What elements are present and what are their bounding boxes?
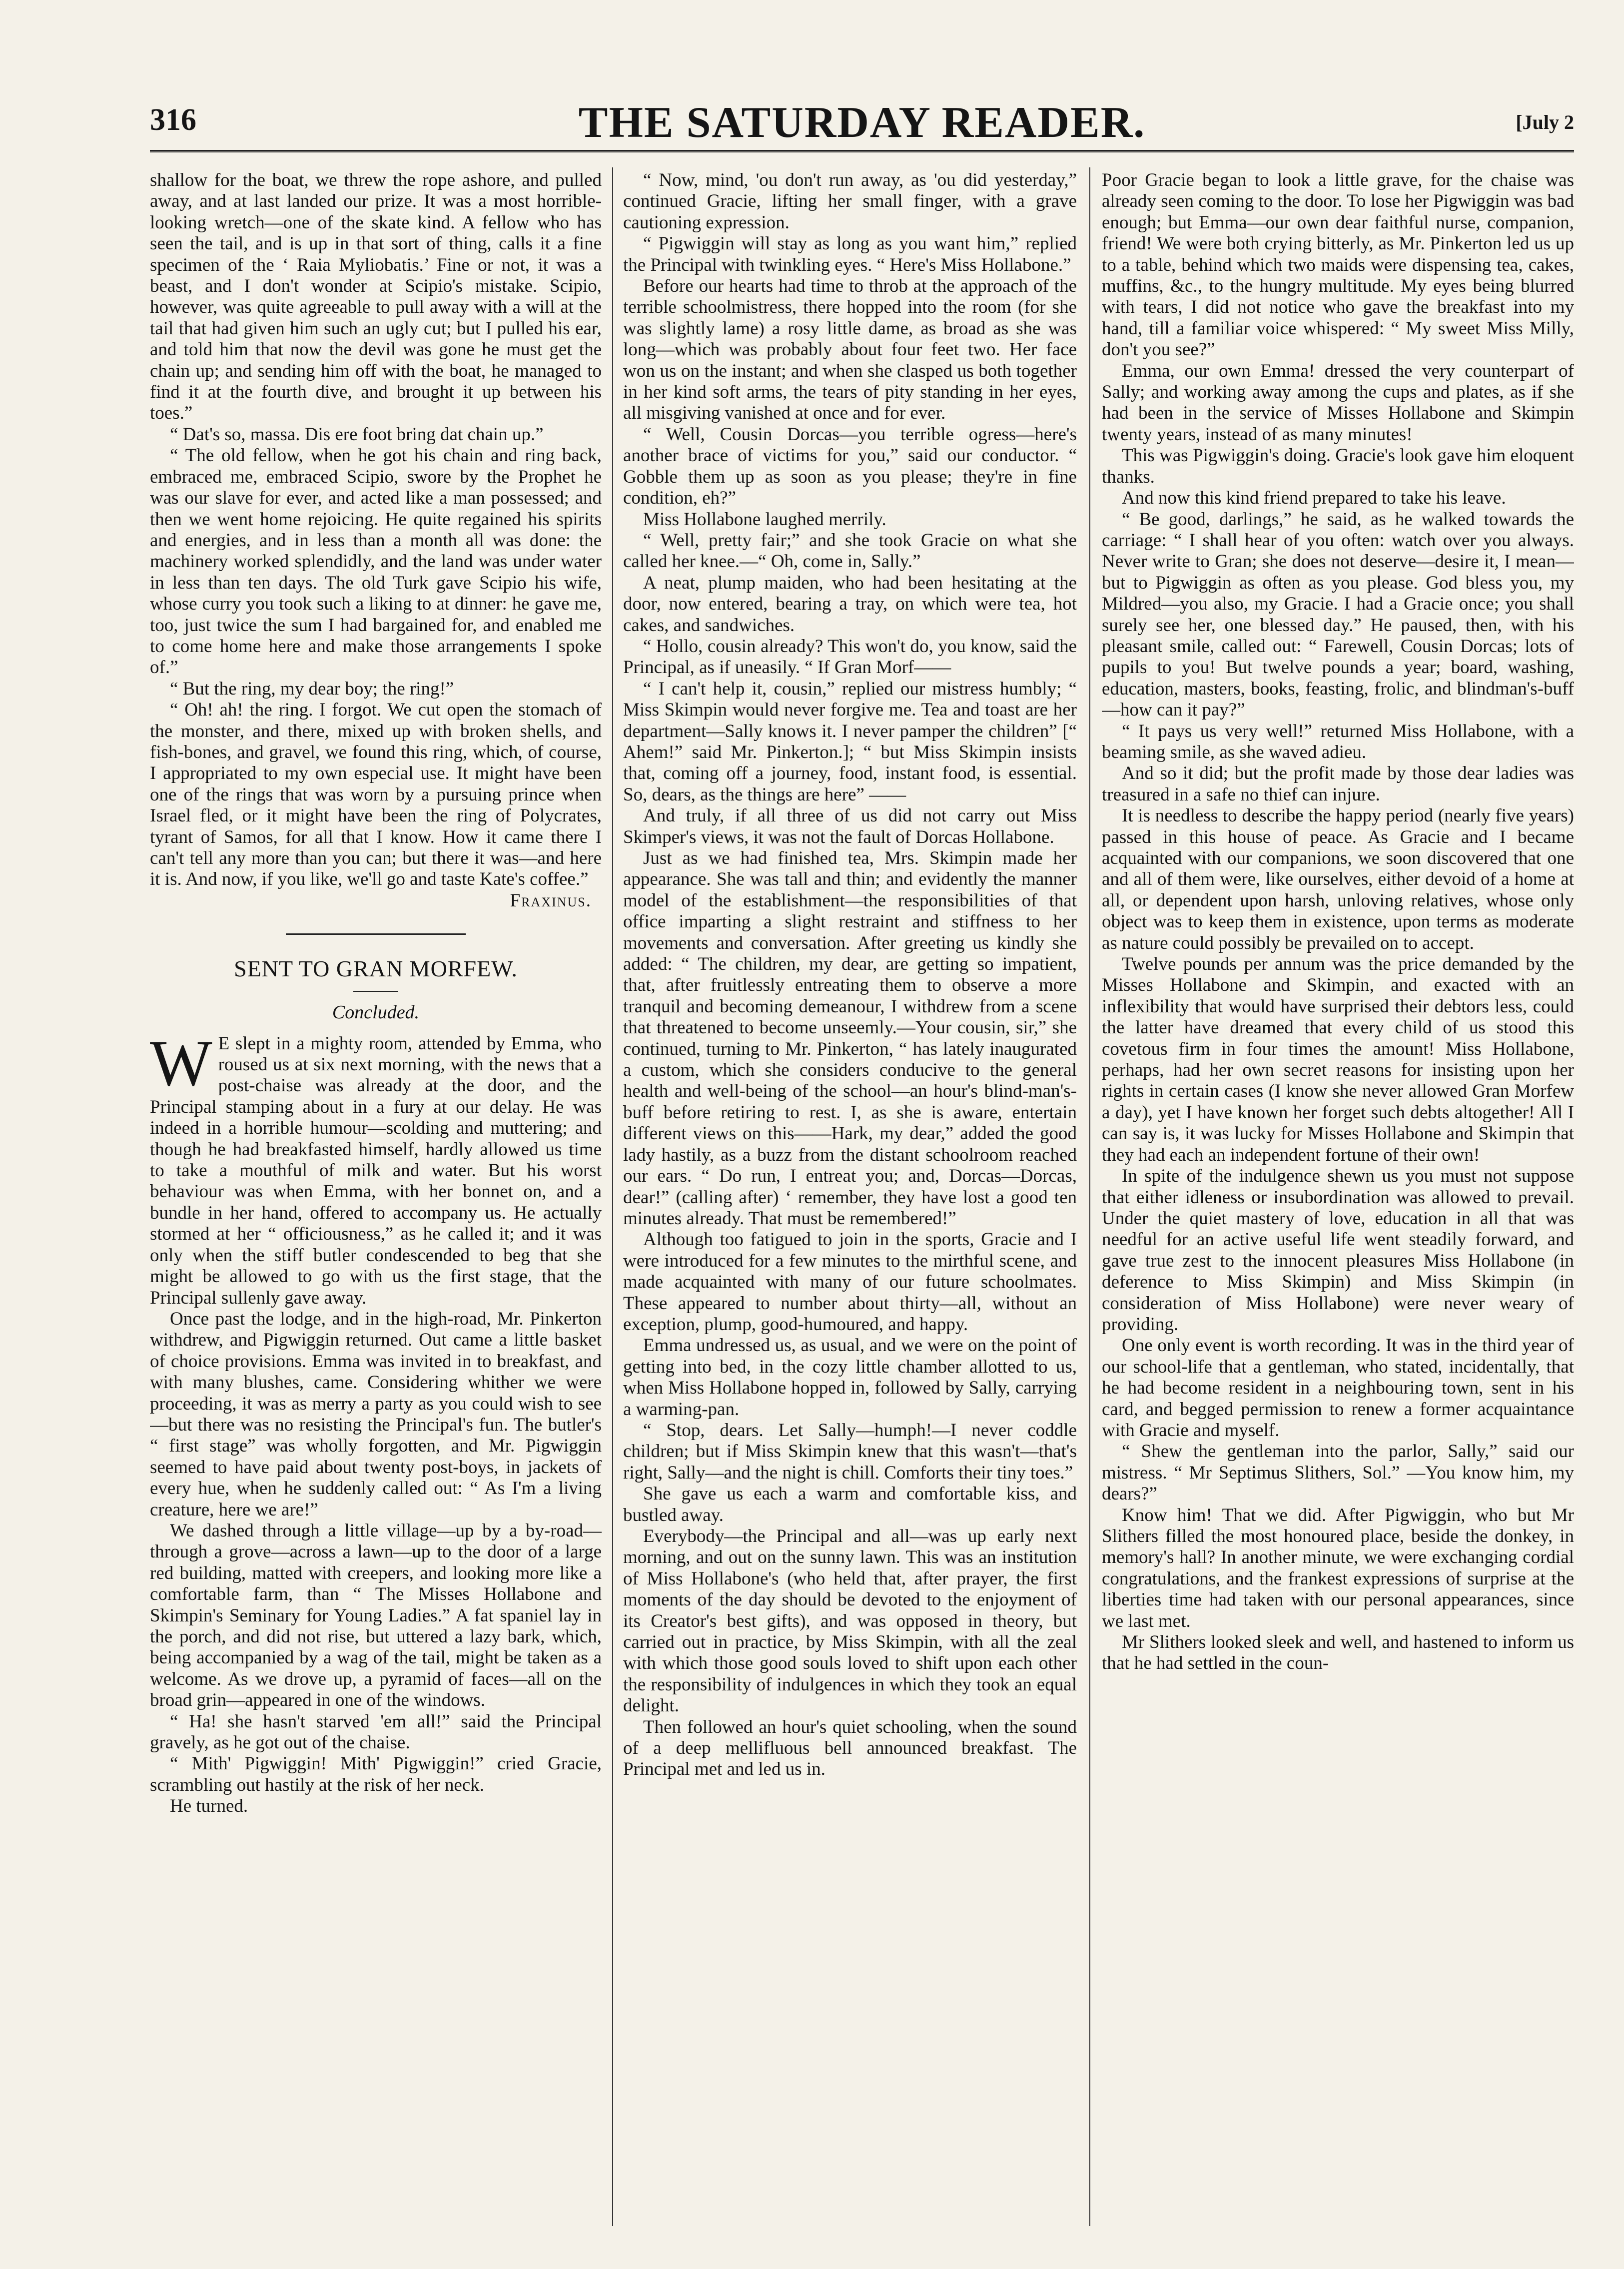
paragraph: It is needless to describe the happy period (nearly five years) passed in this house of peace. As Gracie and I became acquainted with our companions, we soon discovered that one and all of them were, like ourselves, either devoid of a home at all, or dependent upon harsh, unloving relatives, whose only object was to keep them in existence, upon terms as moderate as nature could possibly be prevailed on to accept. <box>1102 805 1574 953</box>
paragraph: And so it did; but the profit made by those dear ladies was treasured in a safe no thief can injure. <box>1102 763 1574 805</box>
paragraph: One only event is worth recording. It was in the third year of our school-life that a gentleman, who stated, incidentally, that he had become resident in a neighbouring town, sent in his card, and begged permission to renew a former acquaintance with Gracie and myself. <box>1102 1335 1574 1441</box>
paragraph: Poor Gracie began to look a little grave, for the chaise was already seen coming to the door. To lose her Pigwiggin was bad enough; but Emma—our own dear faithful nurse, companion, friend! We were both crying bitterly, as Mr. Pinkerton led us up to a table, behind which two maids were dispensing tea, cakes, muffins, &c., to the hungry multitude. My eyes being blurred with tears, I did not notice who gave the breakfast into my hand, till a familiar voice whispered: “ My sweet Miss Milly, don't you see?” <box>1102 170 1574 360</box>
paragraph: And truly, if all three of us did not carry out Miss Skimper's views, it was not the fault of Dorcas Hollabone. <box>623 805 1077 847</box>
paragraph-text: E slept in a mighty room, attended by Emma, who roused us at six next morning, with the news that a post-chaise was already at the door, and the Principal stamping about in a fury at our delay. He was indeed in a horrible humour—scolding and muttering; and though he had breakfasted himself, hardly allowed us time to take a mouthful of milk and water. But his worst behaviour was when Emma, with her bonnet on, and a bundle in her hand, offered to accompany us. He actually stormed at her “ officiousness,” as he called it; and it was only when the stiff butler condescended to beg that she might be allowed to go with us the first stage, that the Principal sullenly gave away. <box>150 1033 602 1308</box>
paragraph: Everybody—the Principal and all—was up early next morning, and out on the sunny lawn. This was an institution of Miss Hollabone's (who held that, after prayer, the first moments of the day should be devoted to the enjoyment of its Creator's best gifts), and was opposed in theory, but carried out in practice, by Miss Skimpin, with all the zeal with which those good souls loved to shift upon each other the responsibility of indulgences in which they took an equal delight. <box>623 1526 1077 1716</box>
drop-cap: W <box>150 1026 212 1100</box>
paragraph: “ Well, pretty fair;” and she took Gracie on what she called her knee.—“ Oh, come in, Sally.” <box>623 530 1077 572</box>
masthead-title: THE SATURDAY READER. <box>578 98 1146 147</box>
column-rule <box>1089 167 1090 2226</box>
paragraph: “ Oh! ah! the ring. I forgot. We cut open the stomach of the monster, and there, mixed up with broken shells, and fish-bones, and gravel, we found this ring, which, of course, I appropriated to my own especial use. It might have been one of the rings that was worn by a pursuing prince when Israel fled, or it might have been the ring of Polycrates, tyrant of Samos, for all that I know. How it came there I can't tell any more than you can; but there it was—and here it is. And now, if you like, we'll go and taste Kate's coffee.” <box>150 700 602 890</box>
paragraph: “ Hollo, cousin already? This won't do, you know, said the Principal, as if uneasily. “ If Gran Morf—— <box>623 636 1077 678</box>
opening-paragraph <box>150 1026 602 1309</box>
paragraph: Then followed an hour's quiet schooling, when the sound of a deep mellifluous bell announced breakfast. The Principal met and led us in. <box>623 1716 1077 1780</box>
paragraph: Before our hearts had time to throb at the approach of the terrible schoolmistress, there hopped into the room (for she was slightly lame) a rosy little dame, as broad as she was long—which was probably about four feet two. Her face won us on the instant; and when she clasped us both together in her kind soft arms, the tears of pity standing in her eyes, all misgiving vanished at once and for ever. <box>623 276 1077 424</box>
paragraph: Just as we had finished tea, Mrs. Skimpin made her appearance. She was tall and thin; and evidently the manner model of the establishment—the responsibilities of that office imparting a slight restraint and stiffness to her movements and conversation. After greeting us kindly she added: “ The children, my dear, are getting so impatient, that, after fruitlessly entreating them to observe a more tranquil and becoming demeanour, I withdrew from a scene that threatened to become unseemly.—Your cousin, sir,” she continued, turning to Mr. Pinkerton, “ has lately inaugurated a custom, which she considers conducive to the general health and well-being of the school—an hour's blind-man's-buff before retiring to rest. I, as she is aware, entertain different views on this——Hark, my dear,” added the good lady hastily, as a buzz from the distant schoolroom reached our ears. “ Do run, I entreat you; and, Dorcas—Dorcas, dear!” (calling after) ‘ remember, they have lost a good ten minutes already. That must be remembered!” <box>623 848 1077 1229</box>
column-1 <box>150 170 602 2244</box>
paragraph: “ Ha! she hasn't starved 'em all!” said the Principal gravely, as he got out of the chaise. <box>150 1711 602 1753</box>
paragraph: In spite of the indulgence shewn us you must not suppose that either idleness or insubordination was allowed to prevail. Under the quiet mastery of love, education in all that was needful for an active useful life went steadily forward, and gave true zest to the innocent pleasures Miss Hollabone (in deference to Miss Skimpin) and Miss Skimpin (in consideration of Miss Hollabone) were never weary of providing. <box>1102 1166 1574 1335</box>
paragraph: Once past the lodge, and in the high-road, Mr. Pinkerton withdrew, and Pigwiggin returned. Out came a little basket of choice provisions. Emma was invited in to breakfast, and with many blushes, came. Considering whither we were proceeding, it was as merry a party as you could wish to see—but there was no resisting the Principal's fun. The butler's “ first stage” was wholly forgotten, and Mr. Pigwiggin seemed to have paid about twenty post-boys, in jackets of every hue, when he suddenly called out: “ As I'm a living creature, here we are!” <box>150 1308 602 1520</box>
article-subtitle: Concluded. <box>332 1002 420 1023</box>
page-header <box>150 97 1574 152</box>
paragraph: “ But the ring, my dear boy; the ring!” <box>170 678 454 699</box>
paragraph: “ Dat's so, massa. Dis ere foot bring dat chain up.” <box>170 424 544 445</box>
author-signature: Fraxinus. <box>510 890 592 911</box>
issue-date: [July 2 <box>1516 111 1574 133</box>
paragraph: She gave us each a warm and comfortable kiss, and bustled away. <box>623 1484 1077 1525</box>
paragraph: “ Stop, dears. Let Sally—humph!—I never coddle children; but if Miss Skimpin knew that this wasn't—that's right, Sally—and the night is chill. Comforts their tiny toes.” <box>623 1420 1077 1483</box>
paragraph: shallow for the boat, we threw the rope ashore, and pulled away, and at last landed our prize. It was a most horrible-looking wretch—one of the skate kind. A fellow who has seen the tail, and is up in that sort of thing, calls it a fine specimen of the ‘ Raia Myliobatis.’ Fine or not, it was a beast, and I don't wonder at Scipio's mistake. Scipio, however, was quite agreeable to pull away with a will at the tail that had given him such an ugly cut; but I pulled his ear, and told him that now the devil was gone he must get the chain up; and sending him off with the boat, he managed to find it at the fourth dive, and brought it up between his toes.” <box>150 170 602 424</box>
paragraph: “ Mith' Pigwiggin! Mith' Pigwiggin!” cried Gracie, scrambling out hastily at the risk of her neck. <box>150 1753 602 1795</box>
paragraph: Know him! That we did. After Pigwiggin, who but Mr Slithers filled the most honoured place, beside the donkey, in memory's hall? In another minute, we were exchanging cordial congratulations, and the frankest expressions of surprise at the liberties time had taken with our personal appearances, since we last met. <box>1102 1505 1574 1631</box>
paragraph: “ Well, Cousin Dorcas—you terrible ogress—here's another brace of victims for you,” said our conductor. “ Gobble them up as soon as you please; they're in fine condition, eh?” <box>623 424 1077 509</box>
paragraph: Emma undressed us, as usual, and we were on the point of getting into bed, in the cozy little chamber allotted to us, when Miss Hollabone hopped in, followed by Sally, carrying a warming-pan. <box>623 1335 1077 1420</box>
paragraph: He turned. <box>170 1796 248 1817</box>
article-title: SENT TO GRAN MORFEW. <box>234 956 518 982</box>
title-rule <box>353 991 398 992</box>
paragraph: “ It pays us very well!” returned Miss Hollabone, with a beaming smile, as she waved adieu. <box>1102 721 1574 762</box>
paragraph: “ Now, mind, 'ou don't run away, as 'ou did yesterday,” continued Gracie, lifting her small finger, with a grave cautioning expression. <box>623 170 1077 233</box>
paragraph: And now this kind friend prepared to take his leave. <box>1122 488 1506 509</box>
column-rule <box>612 167 613 2226</box>
paragraph: “ The old fellow, when he got his chain and ring back, embraced me, embraced Scipio, swore by the Prophet he was our slave for ever, and acted like a man possessed; and then we went home rejoicing. He quite regained his spirits and energies, and in less than a month all was done: the machinery worked splendidly, and the land was under water in less than ten days. The old Turk gave Scipio his wife, whose curry you took such a liking to at dinner: he gave me, too, just twice the sum I had bargained for, and enabled me to come home here and make those arrangements I spoke of.” <box>150 445 602 678</box>
paragraph: Emma, our own Emma! dressed the very counterpart of Sally; and working away among the cups and plates, as if she had been in the service of Misses Hollabone and Skimpin twenty years, instead of as many minutes! <box>1102 360 1574 445</box>
header-rule <box>150 150 1574 152</box>
column-3 <box>1102 170 1574 2244</box>
paragraph: Although too fatigued to join in the sports, Gracie and I were introduced for a few minutes to the mirthful scene, and made acquainted with many of our future schoolmates. These appeared to number about thirty—all, without an exception, plump, good-humoured, and happy. <box>623 1229 1077 1335</box>
paragraph: Twelve pounds per annum was the price demanded by the Misses Hollabone and Skimpin, and exacted with an inflexibility that would have surprised their debtors less, could the latter have dreamed that every child of us stood this covetous firm in four times the amount! Miss Hollabone, perhaps, had her own secret reasons for insisting upon her rights in certain cases (I know she never allowed Gran Morfew a day), yet I have known her forget such debts altogether! All I can say is, it was lucky for Misses Hollabone and Skimpin that they had each an independent fortune of their own! <box>1102 954 1574 1165</box>
paragraph: “ I can't help it, cousin,” replied our mistress humbly; “ Miss Skimpin would never forgive me. Tea and toast are her department—Sally knows it. I never pamper the children” [“ Ahem!” said Mr. Pinkerton.]; “ but Miss Skimpin insists that, coming off a journey, food, instant food, is essential. So, dears, as the things are here” —— <box>623 678 1077 805</box>
page-number: 316 <box>150 103 196 137</box>
column-2 <box>623 170 1077 2244</box>
paragraph: “ Pigwiggin will stay as long as you want him,” replied the Principal with twinkling eyes. “ Here's Miss Hollabone.” <box>623 233 1077 275</box>
paragraph: This was Pigwiggin's doing. Gracie's look gave him eloquent thanks. <box>1102 445 1574 487</box>
section-divider <box>286 933 466 935</box>
paragraph: Miss Hollabone laughed merrily. <box>643 509 886 530</box>
paragraph: “ Be good, darlings,” he said, as he walked towards the carriage: “ I shall hear of you often: watch over you always. Never write to Gran; she does not deserve—desire it, I mean—but to Pigwiggin as often as you please. God bless you, my Mildred—you also, my Gracie. I had a Gracie once; you shall surely see her, one blessed day.” He paused, then, with his pleasant smile, called out: “ Farewell, Cousin Dorcas; lots of pupils to you! But twelve pounds a year; board, washing, education, masters, books, feasting, frolic, and blindman's-buff—how can it pay?” <box>1102 509 1574 721</box>
paragraph: Mr Slithers looked sleek and well, and hastened to inform us that he had settled in the coun- <box>1102 1632 1574 1674</box>
paragraph: We dashed through a little village—up by a by-road—through a grove—across a lawn—up to the door of a large red building, matted with creepers, and looking more like a comfortable farm, than “ The Misses Hollabone and Skimpin's Seminary for Young Ladies.” A fat spaniel lay in the porch, and did not rise, but uttered a lazy bark, which, being accompanied by a wag of the tail, might be taken as a welcome. As we drove up, a pyramid of faces—all on the broad grin—appeared in one of the windows. <box>150 1520 602 1711</box>
paragraph: “ Shew the gentleman into the parlor, Sally,” said our mistress. “ Mr Septimus Slithers, Sol.” —You know him, my dears?” <box>1102 1441 1574 1505</box>
paragraph: A neat, plump maiden, who had been hesitating at the door, now entered, bearing a tray, on which were tea, hot cakes, and sandwiches. <box>623 572 1077 636</box>
